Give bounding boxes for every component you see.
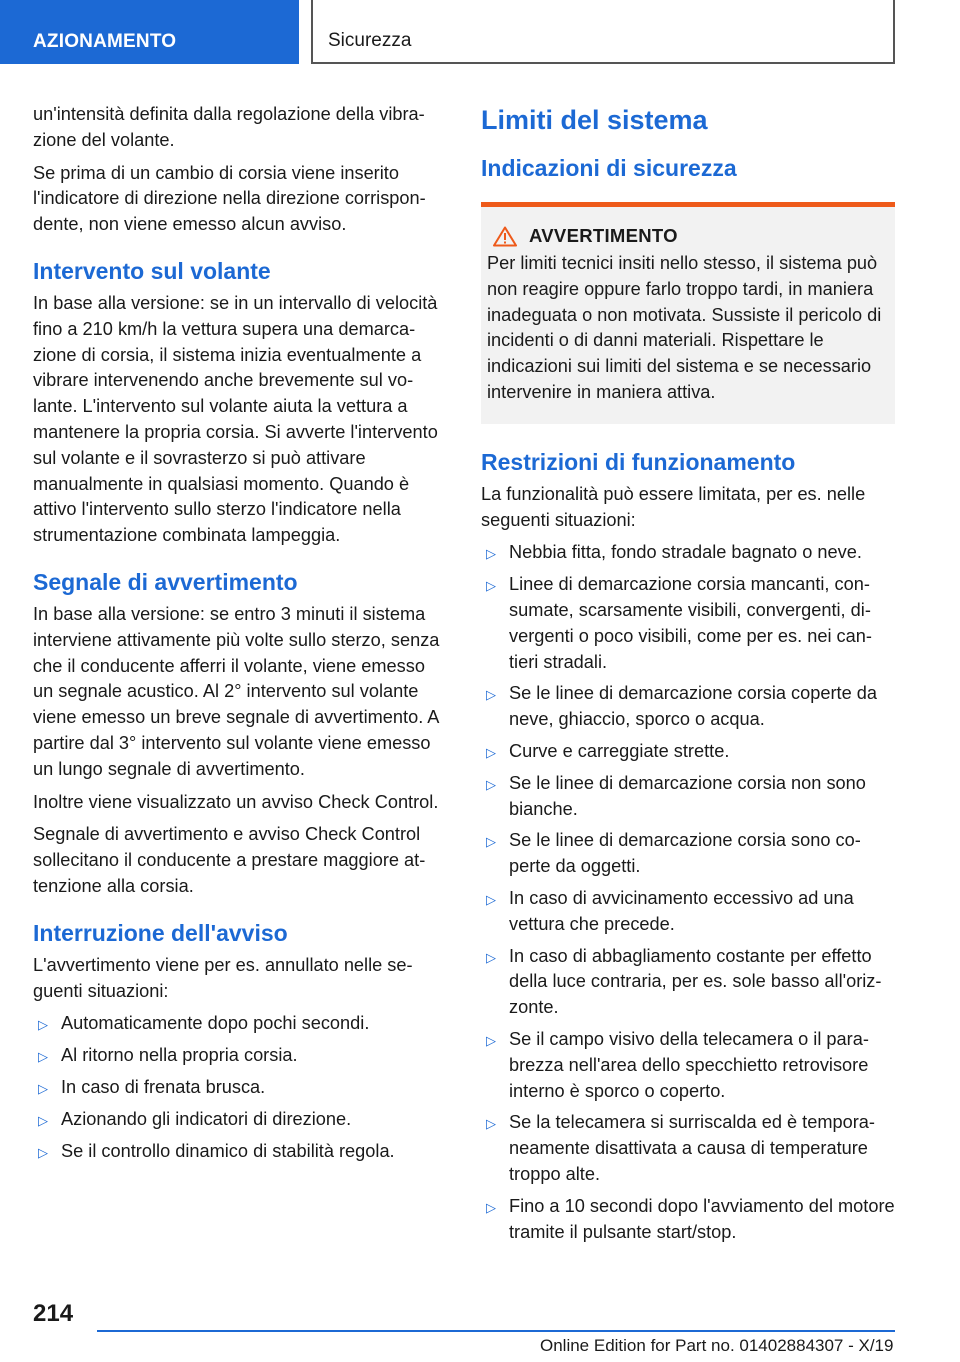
heading-intervento: Intervento sul volante xyxy=(33,257,271,284)
warning-triangle-icon xyxy=(493,226,517,247)
bullet-triangle-icon: ▷ xyxy=(38,1049,48,1065)
section-interruzione xyxy=(33,917,447,1165)
bullet-triangle-icon: ▷ xyxy=(38,1017,48,1033)
bullet-triangle-icon: ▷ xyxy=(486,949,496,965)
section-intervento xyxy=(33,255,447,549)
heading-indicazioni: Indicazioni di sicurezza xyxy=(481,155,737,181)
list-item: ▷ Se il controllo dinamico di stabilità regola. xyxy=(33,1139,447,1165)
right-column xyxy=(481,102,895,1251)
bullet-triangle-icon: ▷ xyxy=(486,1116,496,1132)
paragraph: In base alla versione: se in un intervallo di velocità fino a 210 km/h la vettura supera una demarcazione di corsia, il sistema inizia eventualmente a vibrare intervenendo anche brevemente sul volante. L'intervento sul volante aiuta la vettura a mantenere la propria corsia. Si avverte l'intervento sul volante e il sovrasterzo si può attivare manualmente in qualsiasi momento. Quando è attivo l'intervento sullo sterzo l'indicatore nella strumentazione combinata lampeggia. xyxy=(33,292,438,546)
list-item: ▷ Al ritorno nella propria corsia. xyxy=(33,1043,447,1069)
heading-restrizioni: Restrizioni di funzionamento xyxy=(481,448,796,475)
bullet-triangle-icon: ▷ xyxy=(486,834,496,850)
list-item: ▷ Fino a 10 secondi dopo l'avviamento del motore tramite il pulsante start/stop. xyxy=(481,1194,895,1246)
footer-edition: Online Edition for Part no. 01402884307 - X/19 xyxy=(540,1336,894,1355)
paragraph: Segnale di avvertimento e avviso Check Control sollecitano il conducente a prestare maggiore attenzione alla corsia. xyxy=(33,824,426,896)
paragraph: In base alla versione: se entro 3 minuti il sistema interviene attivamente più volte sullo sterzo, senza che il conducente afferri il volante, viene emesso un segnale acustico. Al 2° intervento sul volante viene emesso un breve segnale di avvertimento. A partire dal 3° intervento sul volante viene emesso un lungo segnale di avvertimento. xyxy=(33,603,440,779)
paragraph: un'intensità definita dalla regolazione della vibrazione del volante. xyxy=(33,104,425,150)
bullet-triangle-icon: ▷ xyxy=(38,1112,48,1128)
paragraph: Se prima di un cambio di corsia viene inserito l'indicatore di direzione nella direzione corrispondente, non viene emesso alcun avviso. xyxy=(33,162,426,235)
section-restrizioni xyxy=(481,446,895,1246)
bullet-triangle-icon: ▷ xyxy=(38,1144,48,1160)
subsection-header: Sicurezza xyxy=(311,0,895,64)
list-item: ▷ Se le linee di demarcazione corsia coperte da neve, ghiaccio, sporco o acqua. xyxy=(481,681,895,733)
warning-box xyxy=(481,202,895,424)
bullet-triangle-icon: ▷ xyxy=(486,744,496,760)
bullet-triangle-icon: ▷ xyxy=(486,578,496,594)
list-item: ▷ In caso di frenata brusca. xyxy=(33,1075,447,1101)
list-item: ▷ In caso di abbagliamento costante per effetto della luce contraria, per es. sole basso all'orizzonte. xyxy=(481,944,895,1021)
list-item: ▷ In caso di avvicinamento eccessivo ad una vettura che precede. xyxy=(481,886,895,938)
list-item: ▷ Se il campo visivo della telecamera o il parabrezza nell'area dello specchietto retrovisore interno è sporco o coperto. xyxy=(481,1027,895,1104)
list-item: ▷ Automaticamente dopo pochi secondi. xyxy=(33,1011,447,1037)
bullet-triangle-icon: ▷ xyxy=(486,1199,496,1215)
list-interruzione xyxy=(33,1011,447,1164)
section-tab: AZIONAMENTO xyxy=(0,0,299,64)
list-item: ▷ Se la telecamera si surriscalda ed è temporaneamente disattivata a causa di temperature troppo alte. xyxy=(481,1110,895,1187)
paragraph: Inoltre viene visualizzato un avviso Check Control. xyxy=(33,791,439,812)
bullet-triangle-icon: ▷ xyxy=(486,546,496,562)
warning-text: Per limiti tecnici insiti nello stesso, il sistema può non reagire oppure farlo troppo tardi, in maniera inadeguata o non motivata. Sussiste il pericolo di incidenti o di danni materiali. Rispettare le indicazioni sui limiti del sistema e se necessario intervenire in maniera attiva. xyxy=(487,253,882,402)
heading-segnale: Segnale di avvertimento xyxy=(33,568,298,595)
heading-interruzione: Interruzione dell'avviso xyxy=(33,919,288,946)
bullet-triangle-icon: ▷ xyxy=(486,891,496,907)
paragraph: L'avvertimento viene per es. annullato nelle seguenti situazioni: xyxy=(33,954,413,1001)
left-column xyxy=(33,102,447,1170)
list-item: ▷ Linee di demarcazione corsia mancanti, consumate, scarsamente visibili, convergenti, divergenti o poco visibili, come per es. nei cantieri stradali. xyxy=(481,572,895,675)
warning-header xyxy=(487,225,889,247)
list-item: ▷ Nebbia fitta, fondo stradale bagnato o neve. xyxy=(481,540,895,566)
bullet-triangle-icon: ▷ xyxy=(486,776,496,792)
list-item: ▷ Azionando gli indicatori di direzione. xyxy=(33,1107,447,1133)
list-item: ▷ Se le linee di demarcazione corsia non sono bianche. xyxy=(481,771,895,823)
warning-title: AVVERTIMENTO xyxy=(529,225,678,246)
list-item: ▷ Curve e carreggiate strette. xyxy=(481,739,895,765)
page-number: 214 xyxy=(33,1300,74,1327)
bullet-triangle-icon: ▷ xyxy=(486,1032,496,1048)
footer-divider xyxy=(97,1330,895,1332)
section-segnale xyxy=(33,566,447,900)
bullet-triangle-icon: ▷ xyxy=(486,687,496,703)
bullet-triangle-icon: ▷ xyxy=(38,1080,48,1096)
heading-limiti: Limiti del sistema xyxy=(481,105,708,135)
list-item: ▷ Se le linee di demarcazione corsia sono coperte da oggetti. xyxy=(481,828,895,880)
paragraph: La funzionalità può essere limitata, per es. nelle seguenti situazioni: xyxy=(481,483,866,530)
list-restrizioni xyxy=(481,540,895,1245)
